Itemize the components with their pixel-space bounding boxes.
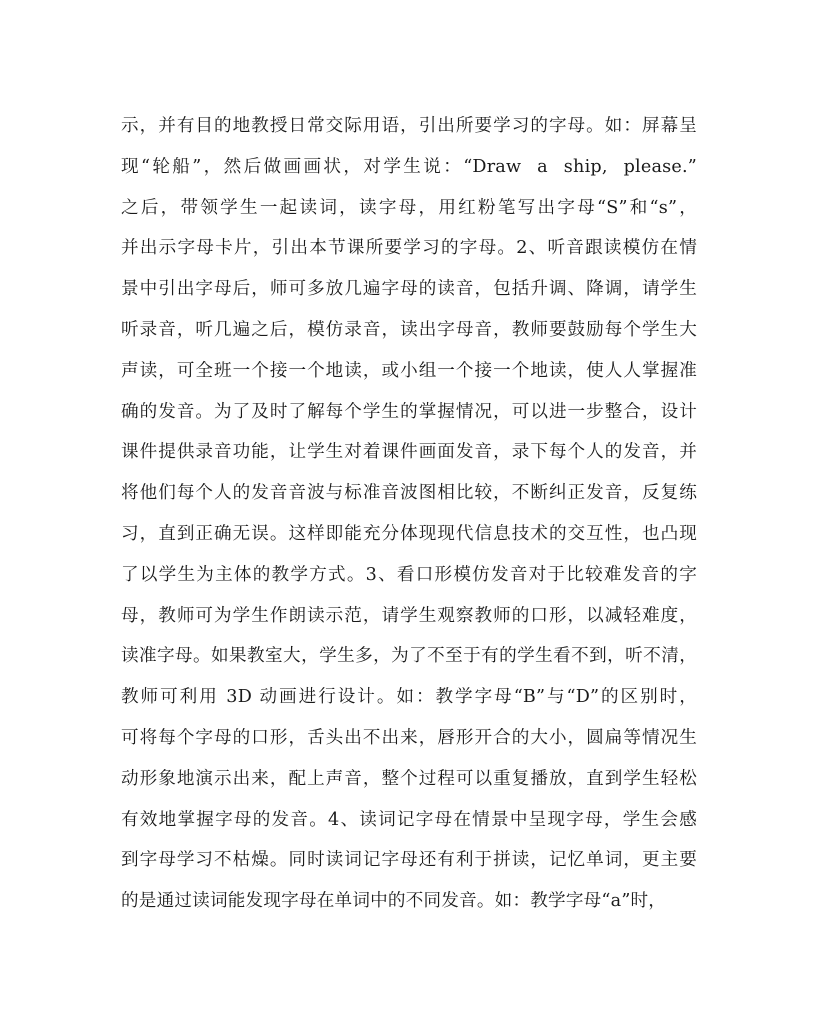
text-line: 将他们每个人的发音音波与标准音波图相比较，不断纠正发音，反复练 [121,483,697,504]
text-line: 示，并有目的地教授日常交际用语，引出所要学习的字母。如：屏幕呈 [121,116,697,136]
text-line: 确的发音。为了及时了解每个学生的掌握情况，可以进一步整合，设计 [121,401,697,422]
text-line: 习，直到正确无误。这样即能充分体现现代信息技术的交互性，也凸现 [121,523,697,544]
text-line: 动形象地演示出来，配上声音，整个过程可以重复播放，直到学生轻松 [121,768,697,789]
text-line: 母，教师可为学生作朗读示范，请学生观察教师的口形，以减轻难度， [121,605,697,626]
text-line: 之后，带领学生一起读词，读字母，用红粉笔写出字母“S”和“s”， [121,197,697,218]
text-line: 有效地掌握字母的发音。4、读词记字母在情景中呈现字母，学生会感 [121,809,697,830]
text-line: 的是通过读词能发现字母在单词中的不同发音。如：教学字母“a”时， [121,891,667,912]
text-line: 声读，可全班一个接一个地读，或小组一个接一个地读，使人人掌握准 [121,360,697,381]
text-line: 可将每个字母的口形，舌头出不出来，唇形开合的大小，圆扁等情况生 [121,727,697,748]
text-line: 读准字母。如果教室大，学生多，为了不至于有的学生看不到，听不清， [121,646,697,667]
text-line: 了以学生为主体的教学方式。3、看口形模仿发音对于比较难发音的字 [121,564,697,585]
text-line: 景中引出字母后，师可多放几遍字母的读音，包括升调、降调，请学生 [121,279,697,300]
text-line: 教师可利用 3D 动画进行设计。如：教学字母“B”与“D”的区别时， [121,687,697,708]
text-line: 听录音，听几遍之后，模仿录音，读出字母音，教师要鼓励每个学生大 [121,319,697,340]
text-line: 现“轮船”，然后做画画状，对学生说：“Draw a ship, please.” [121,156,697,177]
text-line: 课件提供录音功能，让学生对着课件画面发音，录下每个人的发音，并 [121,442,697,463]
text-line: 并出示字母卡片，引出本节课所要学习的字母。2、听音跟读模仿在情 [121,238,697,259]
text-line: 到字母学习不枯燥。同时读词记字母还有利于拼读，记忆单词，更主要 [121,850,697,871]
body-text [121,106,697,922]
